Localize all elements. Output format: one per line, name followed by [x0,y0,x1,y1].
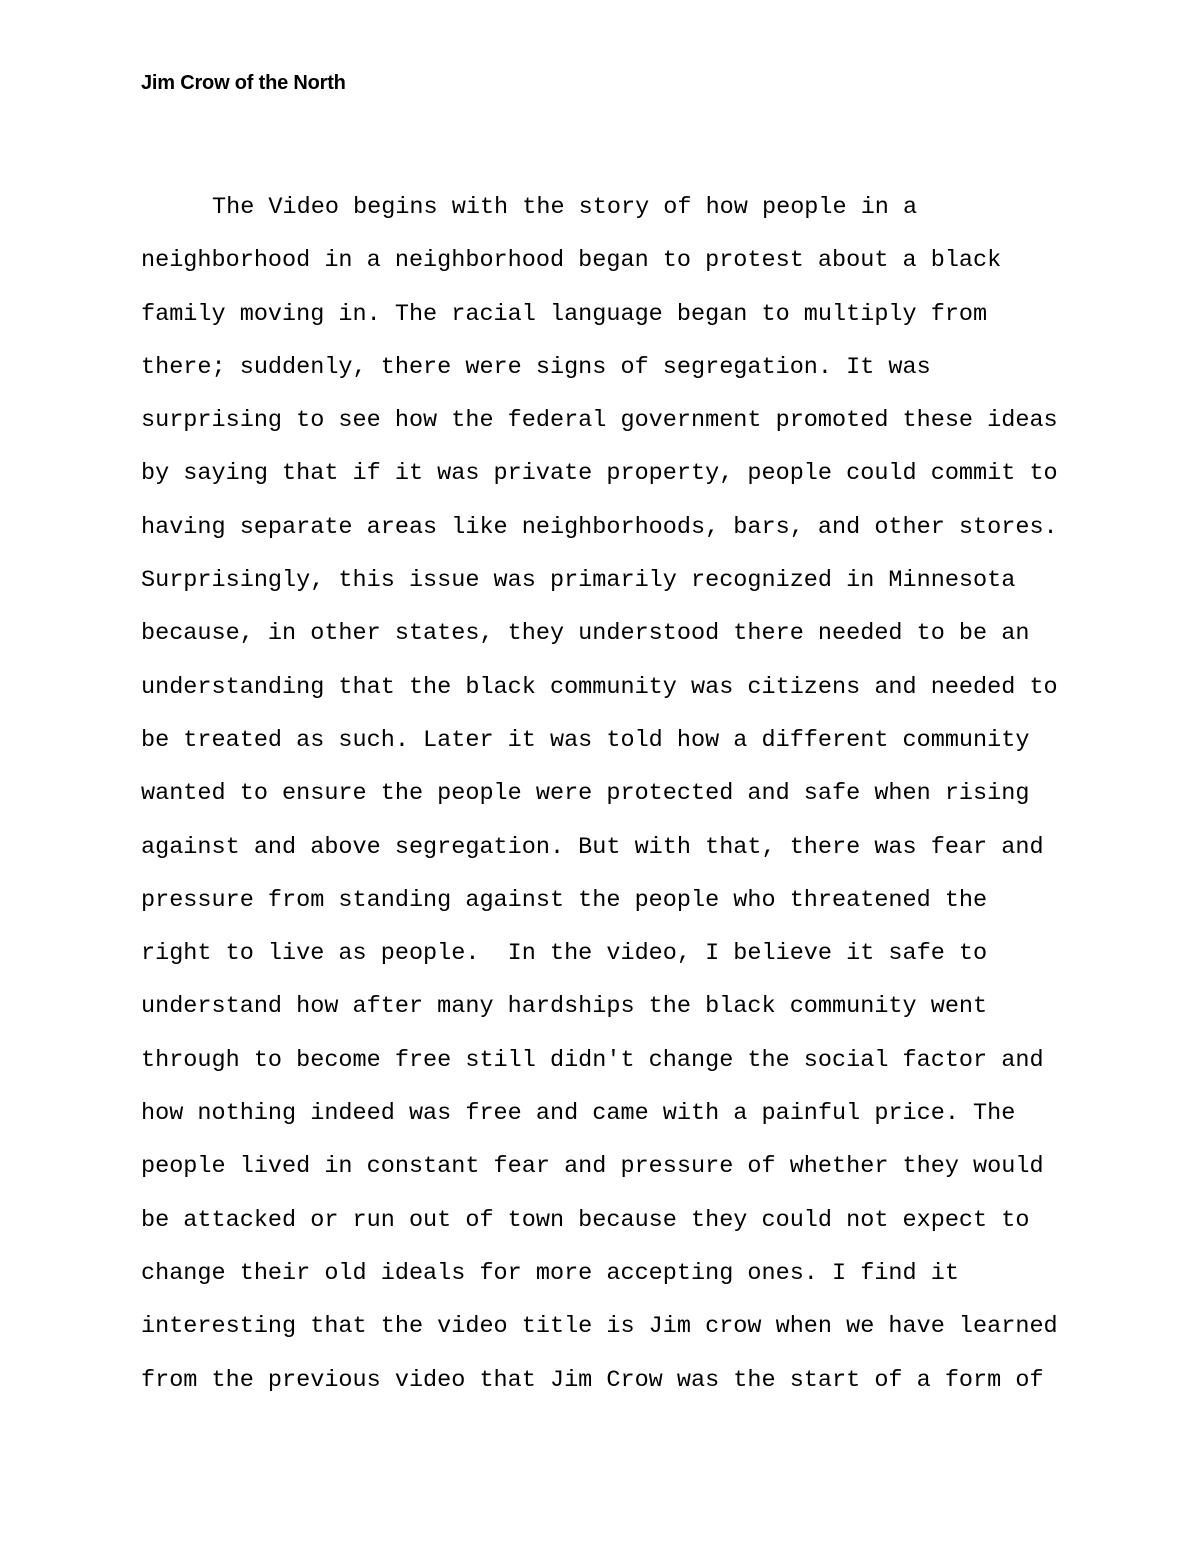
text-line: wanted to ensure the people were protected and safe when rising [141,780,1030,808]
document-title: Jim Crow of the North [141,72,346,94]
text-line: understanding that the black community was citizens and needed to [141,673,1058,701]
text-line: be treated as such. Later it was told how a different community [141,726,1030,754]
text-line: how nothing indeed was free and came with a painful price. The [141,1100,1016,1128]
text-line: right to live as people. In the video, I believe it safe to [141,940,988,968]
body-paragraph [141,190,1141,1416]
text-line: understand how after many hardships the black community went [141,993,988,1021]
text-line: having separate areas like neighborhoods, bars, and other stores. [141,513,1058,541]
text-line: by saying that if it was private property, people could commit to [141,460,1058,488]
text-line: pressure from standing against the people who threatened the [141,886,988,914]
text-line: surprising to see how the federal government promoted these ideas [141,407,1058,435]
text-line: neighborhood in a neighborhood began to protest about a black [141,247,1002,275]
text-line: The Video begins with the story of how people in a [212,194,918,221]
text-line: family moving in. The racial language began to multiply from [141,300,988,328]
text-line: through to become free still didn't change the social factor and [141,1046,1044,1074]
text-line: people lived in constant fear and pressure of whether they would [141,1153,1044,1181]
text-line: because, in other states, they understood there needed to be an [141,620,1030,648]
text-line: against and above segregation. But with that, there was fear and [141,833,1044,861]
text-line: from the previous video that Jim Crow was the start of a form of [141,1366,1044,1394]
text-line: be attacked or run out of town because they could not expect to [141,1206,1030,1234]
text-line: Surprisingly, this issue was primarily recognized in Minnesota [141,567,1016,595]
text-line: there; suddenly, there were signs of segregation. It was [141,353,931,381]
text-line: interesting that the video title is Jim crow when we have learned [141,1313,1058,1341]
text-line: change their old ideals for more accepting ones. I find it [141,1259,959,1287]
